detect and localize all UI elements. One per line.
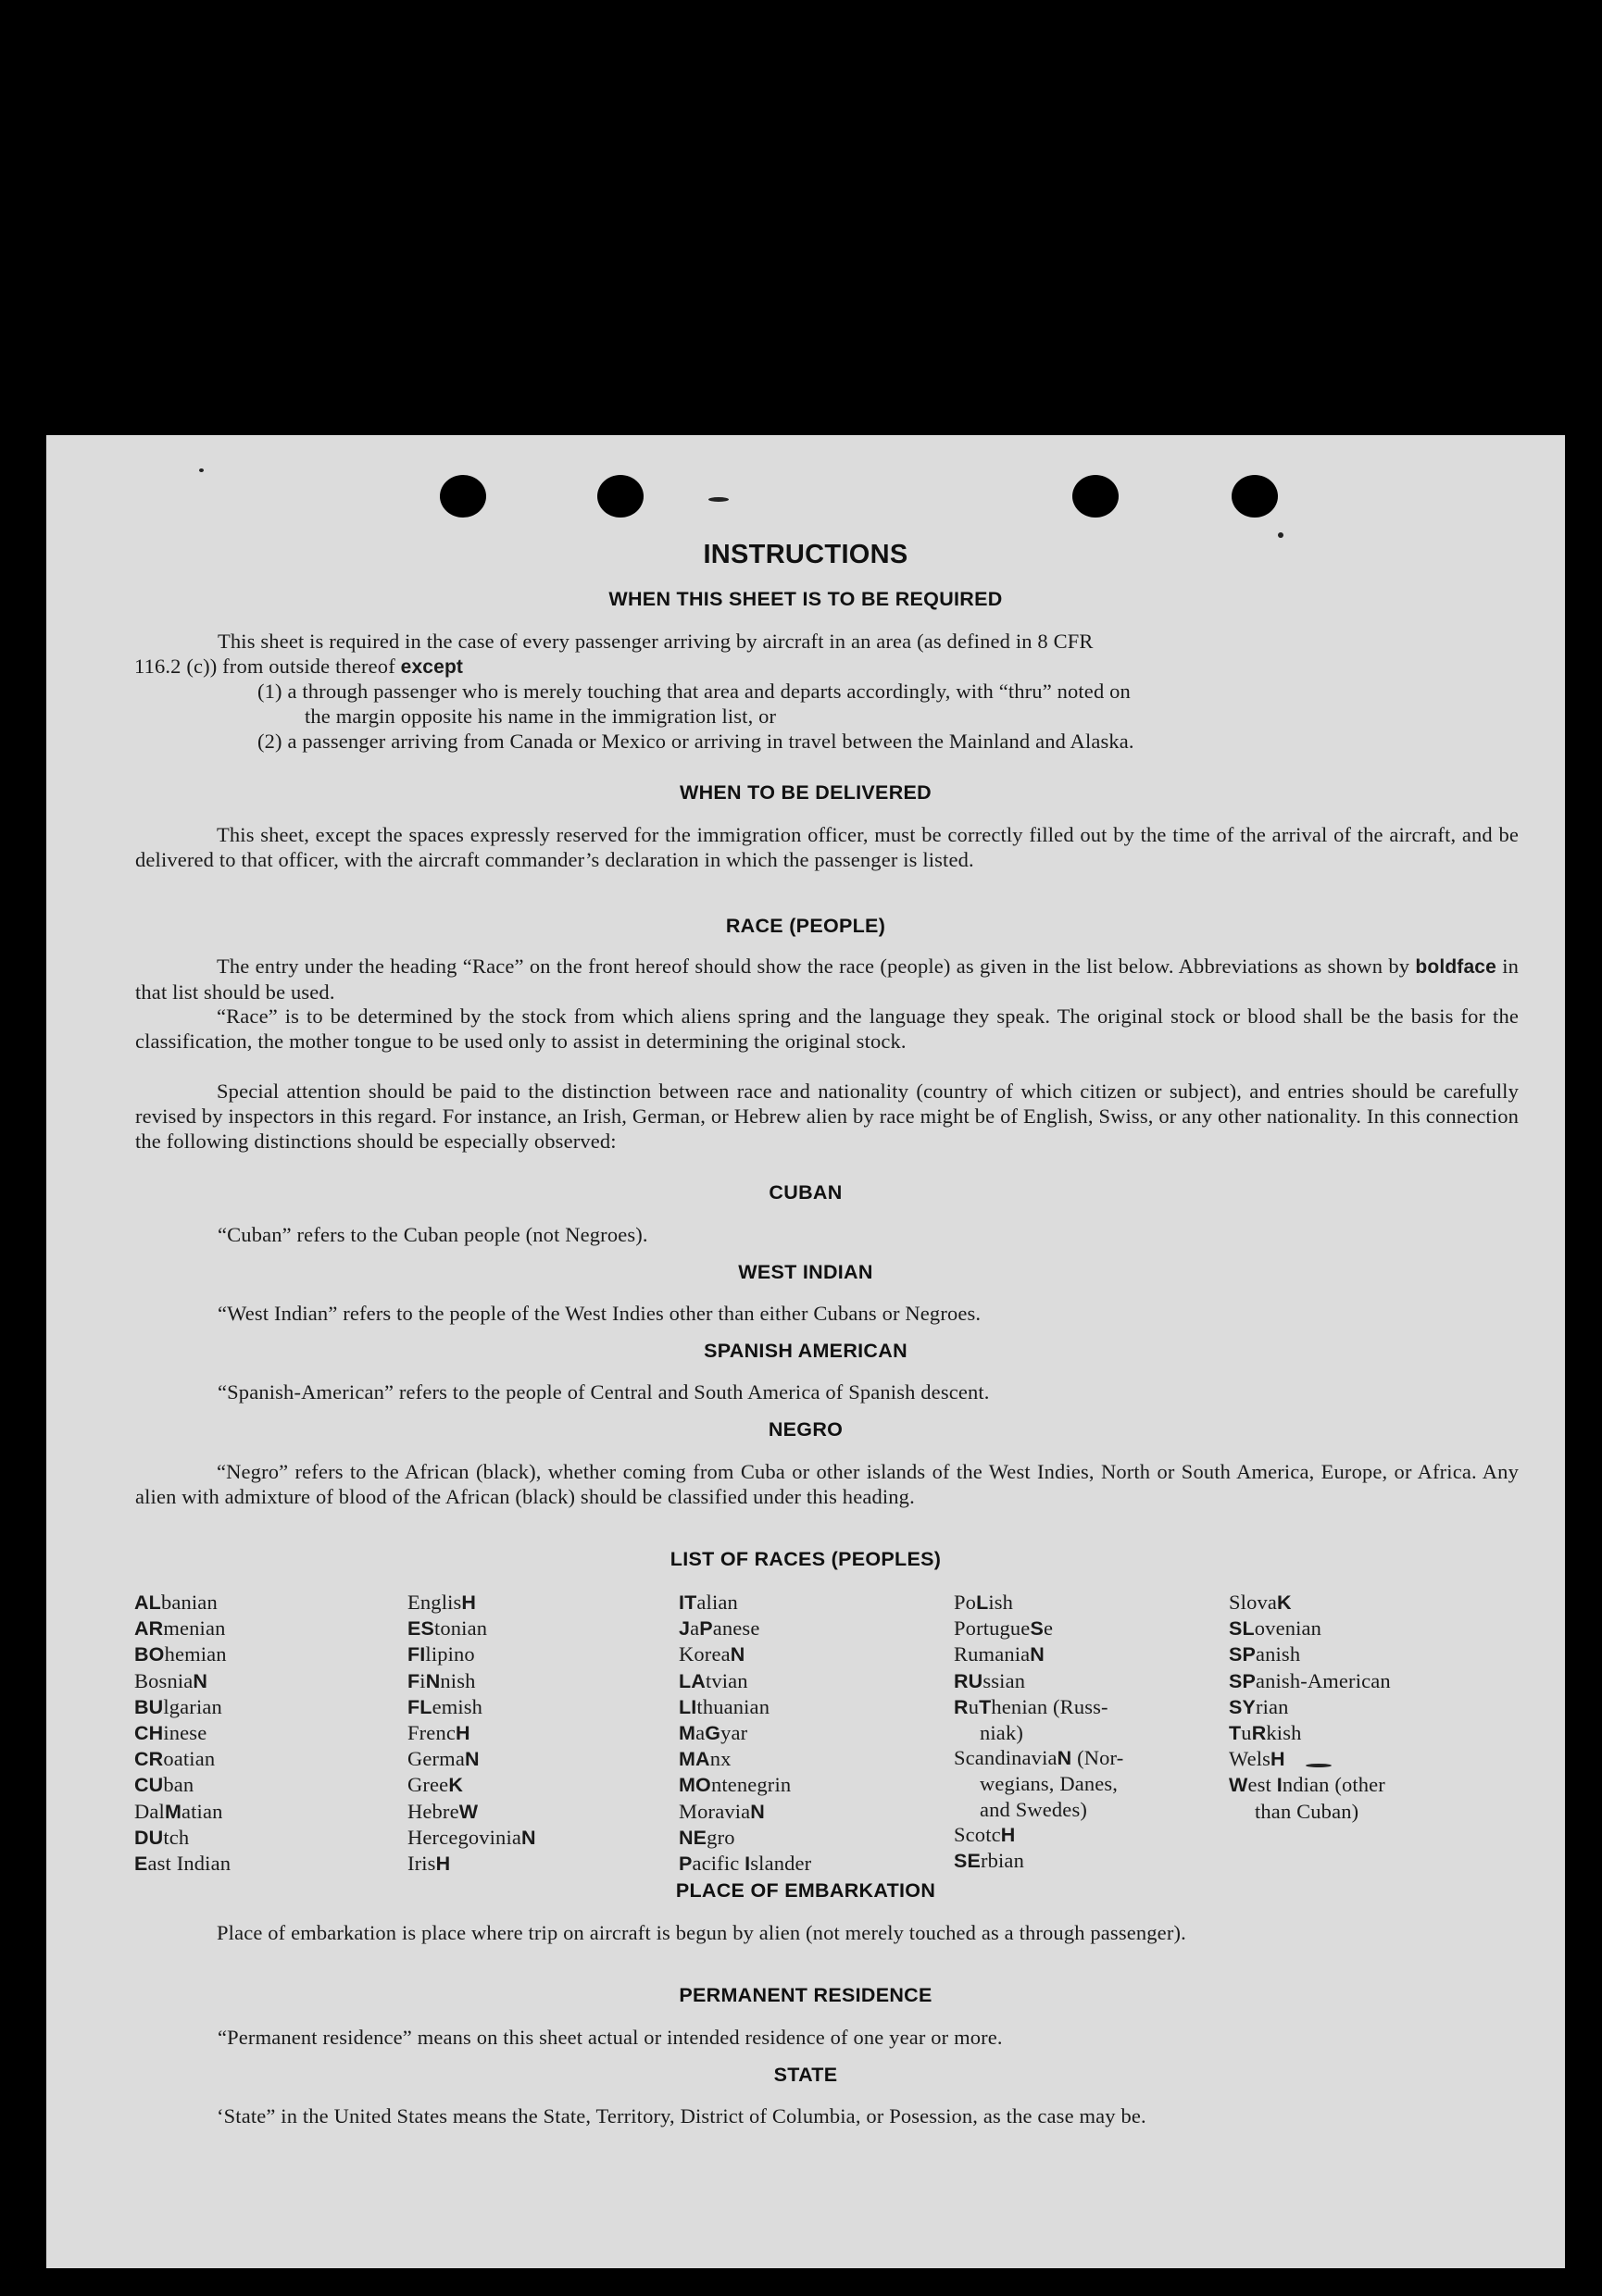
race-list-item bbox=[134, 1616, 231, 1641]
race-abbreviation: M bbox=[679, 1722, 696, 1745]
race-abbreviation: E bbox=[134, 1853, 148, 1876]
race-text: emish bbox=[432, 1694, 483, 1718]
race-text: anish bbox=[1255, 1642, 1301, 1666]
race-list-item bbox=[954, 1590, 1123, 1616]
race-text: Frenc bbox=[407, 1721, 456, 1745]
race-list-item bbox=[407, 1746, 536, 1772]
race-abbreviation: J bbox=[679, 1617, 691, 1641]
race-list-item bbox=[679, 1720, 811, 1746]
race-list-item bbox=[1229, 1641, 1391, 1667]
race-text: Moravia bbox=[679, 1799, 751, 1823]
race-abbreviation: I bbox=[745, 1853, 751, 1876]
race-abbreviation: K bbox=[448, 1774, 464, 1797]
race-list-item bbox=[954, 1771, 1123, 1796]
when-delivered-text: This sheet, except the spaces expressly reserved for the immigration officer, must be correctly filled out by the time of the arrival of the aircraft, and be delivered to that officer, with the aircraft commander’s declaration in which the passenger is listed. bbox=[135, 823, 1519, 871]
race-text: hemian bbox=[164, 1642, 227, 1666]
race-text: Wels bbox=[1229, 1747, 1271, 1771]
race-list-item bbox=[134, 1641, 231, 1667]
race-text: Englis bbox=[407, 1591, 462, 1614]
heading-when-delivered: WHEN TO BE DELIVERED bbox=[680, 781, 932, 804]
race-list-item bbox=[954, 1720, 1123, 1745]
race-abbreviation: IT bbox=[679, 1591, 697, 1614]
race-text: ast Indian bbox=[147, 1852, 232, 1876]
race-list-item bbox=[679, 1641, 811, 1667]
race-text: Dal bbox=[134, 1799, 165, 1823]
race-text: est bbox=[1247, 1773, 1277, 1797]
race-text: Slova bbox=[1229, 1591, 1278, 1614]
races-column-1 bbox=[134, 1590, 231, 1877]
race-text: u bbox=[1241, 1721, 1252, 1745]
race-abbreviation: FL bbox=[407, 1695, 432, 1718]
race-list-item bbox=[1229, 1746, 1391, 1772]
race-text: Portugue bbox=[954, 1616, 1031, 1641]
race-abbreviation: AR bbox=[134, 1617, 164, 1641]
race-list-item bbox=[407, 1851, 536, 1877]
race-list-item bbox=[407, 1694, 536, 1720]
race-list-item bbox=[407, 1590, 536, 1616]
race-abbreviation: T bbox=[979, 1695, 992, 1718]
race-text: gro bbox=[707, 1825, 735, 1849]
punch-hole bbox=[1072, 475, 1119, 518]
race-text: alian bbox=[696, 1591, 738, 1614]
race-abbreviation: L bbox=[976, 1591, 989, 1614]
paper-speck bbox=[1278, 532, 1283, 538]
race-list-item bbox=[954, 1694, 1123, 1720]
race-text: u bbox=[968, 1694, 980, 1718]
race-abbreviation: R bbox=[1251, 1722, 1267, 1745]
race-text: slander bbox=[750, 1852, 812, 1876]
race-text: Hercegovinia bbox=[407, 1825, 521, 1849]
race-abbreviation: CR bbox=[134, 1748, 164, 1771]
race-text: lipino bbox=[425, 1642, 475, 1666]
heading-embarkation: PLACE OF EMBARKATION bbox=[675, 1879, 936, 1902]
race-list-item bbox=[134, 1668, 231, 1694]
race-text: inese bbox=[163, 1721, 207, 1745]
race-text: Iris bbox=[407, 1852, 436, 1876]
race-text: Bosnia bbox=[134, 1668, 194, 1692]
when-required-intro-cont: 116.2 (c)) from outside thereof except bbox=[134, 655, 464, 678]
race-abbreviation: H bbox=[461, 1591, 477, 1614]
race-text: ovenian bbox=[1254, 1616, 1322, 1641]
race-text: anish-American bbox=[1255, 1668, 1391, 1692]
race-abbreviation: SL bbox=[1229, 1617, 1255, 1641]
race-text: ish bbox=[988, 1591, 1014, 1614]
heading-list-of-races: LIST OF RACES (PEOPLES) bbox=[670, 1548, 942, 1570]
race-abbreviation: F bbox=[407, 1669, 420, 1692]
heading-negro: NEGRO bbox=[768, 1418, 844, 1441]
race-paragraph-1: The entry under the heading “Race” on the front hereof should show the race (people) as given in the list below. Abbreviations as shown by boldface in that list should be used. bbox=[135, 955, 1520, 1004]
race-abbreviation: H bbox=[1000, 1823, 1016, 1846]
heading-when-required: WHEN THIS SHEET IS TO BE REQUIRED bbox=[608, 588, 1003, 610]
race-text: e bbox=[1043, 1616, 1054, 1641]
when-required-item-1-cont: the margin opposite his name in the immigration list, or bbox=[305, 705, 777, 728]
race-text: Gree bbox=[407, 1773, 449, 1797]
race-list-item bbox=[679, 1825, 811, 1851]
race-text: Scotc bbox=[954, 1822, 1001, 1846]
race-list-item bbox=[1229, 1694, 1391, 1720]
race-list-item bbox=[407, 1641, 536, 1667]
races-column-5 bbox=[1229, 1590, 1391, 1824]
races-column-4 bbox=[954, 1590, 1123, 1874]
race-text: ntenegrin bbox=[710, 1773, 792, 1797]
race-text: ssian bbox=[982, 1668, 1026, 1692]
race-text: tch bbox=[163, 1825, 190, 1849]
race-list-item bbox=[954, 1668, 1123, 1694]
race-abbreviation: N bbox=[425, 1669, 441, 1692]
race-abbreviation: N bbox=[521, 1826, 536, 1849]
spanish-american-text: “Spanish-American” refers to the people of Central and South America of Spanish descent. bbox=[218, 1380, 990, 1404]
race-text: a bbox=[695, 1721, 706, 1745]
race-list-item bbox=[407, 1720, 536, 1746]
race-text: Rumania bbox=[954, 1642, 1031, 1666]
race-text: kish bbox=[1266, 1721, 1302, 1745]
heading-cuban: CUBAN bbox=[769, 1181, 843, 1204]
race-text: niak) bbox=[980, 1721, 1023, 1745]
race-text: ban bbox=[163, 1773, 194, 1797]
race-abbreviation: H bbox=[455, 1722, 470, 1745]
heading-spanish-american: SPANISH AMERICAN bbox=[704, 1340, 907, 1362]
race-text: i bbox=[419, 1668, 426, 1692]
race-abbreviation: M bbox=[164, 1800, 181, 1823]
race-list-item bbox=[954, 1822, 1123, 1848]
race-abbreviation: H bbox=[435, 1853, 451, 1876]
race-list-item bbox=[407, 1799, 536, 1825]
race-list-item bbox=[954, 1797, 1123, 1822]
race-text: nish bbox=[440, 1668, 476, 1692]
race-abbreviation: I bbox=[1276, 1774, 1283, 1797]
race-abbreviation: N bbox=[1057, 1747, 1072, 1770]
race-text: oatian bbox=[163, 1747, 216, 1771]
race-list-item bbox=[407, 1825, 536, 1851]
paper-speck bbox=[708, 497, 729, 502]
race-abbreviation: MA bbox=[679, 1748, 710, 1771]
race-text: tonian bbox=[433, 1616, 488, 1641]
when-required-item-2: (2) a passenger arriving from Canada or Mexico or arriving in travel between the Mainland and Alaska. bbox=[257, 730, 1134, 753]
state-text: ‘State” in the United States means the State, Territory, District of Columbia, or Posession, as the case may be. bbox=[217, 2104, 1146, 2128]
race-abbreviation: SP bbox=[1229, 1669, 1256, 1692]
race-list-item bbox=[134, 1590, 231, 1616]
race-text: and Swedes) bbox=[980, 1797, 1087, 1821]
race-abbreviation: SE bbox=[954, 1850, 981, 1873]
race-abbreviation: NE bbox=[679, 1826, 707, 1849]
race-abbreviation: S bbox=[1030, 1617, 1044, 1641]
race-abbreviation: AL bbox=[134, 1591, 161, 1614]
race-abbreviation: LI bbox=[679, 1695, 697, 1718]
race-list-item bbox=[1229, 1772, 1391, 1798]
race-text: tvian bbox=[705, 1668, 748, 1692]
race-abbreviation: N bbox=[464, 1748, 480, 1771]
race-abbreviation: DU bbox=[134, 1826, 164, 1849]
race-abbreviation: N bbox=[193, 1669, 208, 1692]
race-list-item bbox=[134, 1694, 231, 1720]
race-abbreviation: CH bbox=[134, 1722, 164, 1745]
race-abbreviation: BO bbox=[134, 1643, 165, 1666]
race-abbreviation: CU bbox=[134, 1774, 164, 1797]
race-list-item bbox=[679, 1616, 811, 1641]
paper-speck bbox=[199, 468, 204, 472]
heading-state: STATE bbox=[773, 2064, 838, 2086]
race-abbreviation: H bbox=[1270, 1748, 1285, 1771]
heading-permanent-residence: PERMANENT RESIDENCE bbox=[679, 1984, 932, 2006]
when-required-intro: This sheet is required in the case of every passenger arriving by aircraft in an area (as defined in 8 CFR bbox=[218, 630, 1094, 653]
race-list-item bbox=[679, 1694, 811, 1720]
race-list-item bbox=[134, 1851, 231, 1877]
race-text: Scandinavia bbox=[954, 1746, 1058, 1770]
race-list-item bbox=[1229, 1590, 1391, 1616]
race-list-item bbox=[407, 1772, 536, 1798]
races-column-3 bbox=[679, 1590, 811, 1877]
race-abbreviation: SY bbox=[1229, 1695, 1256, 1718]
race-text: rbian bbox=[980, 1849, 1024, 1873]
race-list-item bbox=[407, 1616, 536, 1641]
race-list-item bbox=[1229, 1616, 1391, 1641]
race-abbreviation: K bbox=[1277, 1591, 1292, 1614]
west-indian-text: “West Indian” refers to the people of the West Indies other than either Cubans or Negroes. bbox=[218, 1302, 982, 1325]
race-text: acific bbox=[692, 1852, 745, 1876]
race-list-item bbox=[679, 1590, 811, 1616]
race-text: atian bbox=[181, 1799, 223, 1823]
heading-west-indian: WEST INDIAN bbox=[738, 1261, 873, 1283]
race-abbreviation: N bbox=[750, 1800, 765, 1823]
race-abbreviation: ES bbox=[407, 1617, 434, 1641]
race-abbreviation: RU bbox=[954, 1669, 983, 1692]
race-list-item bbox=[679, 1799, 811, 1825]
race-abbreviation: FI bbox=[407, 1643, 426, 1666]
negro-text: “Negro” refers to the African (black), whether coming from Cuba or other islands of the West Indies, North or South America, Europe, or Africa. Any alien with admixture of blood of the African (black) should be classified under this heading. bbox=[135, 1460, 1519, 1508]
punch-hole bbox=[597, 475, 644, 518]
race-abbreviation: LA bbox=[679, 1669, 706, 1692]
race-abbreviation: W bbox=[1229, 1774, 1248, 1797]
race-text: than Cuban) bbox=[1255, 1799, 1359, 1823]
embarkation-text: Place of embarkation is place where trip on aircraft is begun by alien (not merely touched as a through passenger). bbox=[217, 1921, 1186, 1944]
race-text: ndian (other bbox=[1282, 1773, 1385, 1797]
race-abbreviation: R bbox=[954, 1695, 969, 1718]
race-list-item bbox=[1229, 1799, 1391, 1824]
race-text: Korea bbox=[679, 1642, 731, 1666]
race-text: Po bbox=[954, 1591, 977, 1614]
race-text: menian bbox=[163, 1616, 226, 1641]
race-list-item bbox=[1229, 1720, 1391, 1746]
race-list-item bbox=[954, 1745, 1123, 1771]
race-abbreviation: N bbox=[1030, 1643, 1045, 1666]
race-abbreviation: MO bbox=[679, 1774, 711, 1797]
permanent-residence-text: “Permanent residence” means on this sheet actual or intended residence of one year or more. bbox=[218, 2026, 1003, 2049]
race-text: Germa bbox=[407, 1747, 465, 1771]
race-list-item bbox=[954, 1848, 1123, 1874]
race-list-item bbox=[134, 1825, 231, 1851]
race-text: henian (Russ- bbox=[991, 1694, 1108, 1718]
punch-hole bbox=[440, 475, 486, 518]
race-paragraph-2: “Race” is to be determined by the stock from which aliens spring and the language they speak. The original stock or blood shall be the basis for the classification, the mother tongue to be used only to assist in determining the original stock. bbox=[135, 1004, 1519, 1053]
page-title: INSTRUCTIONS bbox=[703, 540, 908, 569]
race-abbreviation: P bbox=[679, 1853, 693, 1876]
races-column-2 bbox=[407, 1590, 536, 1877]
punch-hole bbox=[1232, 475, 1278, 518]
race-abbreviation: T bbox=[1229, 1722, 1242, 1745]
race-list-item bbox=[134, 1772, 231, 1798]
race-list-item bbox=[679, 1668, 811, 1694]
race-list-item bbox=[679, 1772, 811, 1798]
race-abbreviation: N bbox=[730, 1643, 745, 1666]
race-text: rian bbox=[1255, 1694, 1289, 1718]
cuban-text: “Cuban” refers to the Cuban people (not Negroes). bbox=[218, 1223, 648, 1246]
race-list-item bbox=[134, 1799, 231, 1825]
race-list-item bbox=[134, 1746, 231, 1772]
race-text: a bbox=[690, 1616, 700, 1641]
race-text: anese bbox=[712, 1616, 760, 1641]
race-abbreviation: P bbox=[699, 1617, 713, 1641]
document-sheet bbox=[46, 435, 1565, 2268]
race-text: nx bbox=[709, 1747, 732, 1771]
race-abbreviation: W bbox=[458, 1800, 479, 1823]
race-text: lgarian bbox=[163, 1694, 222, 1718]
heading-race: RACE (PEOPLE) bbox=[725, 915, 886, 937]
race-abbreviation: SP bbox=[1229, 1643, 1256, 1666]
race-text: banian bbox=[160, 1591, 218, 1614]
race-text: (Nor- bbox=[1071, 1746, 1124, 1770]
when-required-item-1: (1) a through passenger who is merely touching that area and departs accordingly, with “thru” noted on bbox=[257, 680, 1131, 703]
race-text: wegians, Danes, bbox=[980, 1772, 1119, 1796]
race-list-item bbox=[954, 1641, 1123, 1667]
race-list-item bbox=[407, 1668, 536, 1694]
race-list-item bbox=[679, 1851, 811, 1877]
race-list-item bbox=[134, 1720, 231, 1746]
race-paragraph-3: Special attention should be paid to the distinction between race and nationality (country of which citizen or subject), and entries should be carefully revised by inspectors in this regard. For instance, an Irish, German, or Hebrew alien by race might be of English, Swiss, or any other nationality. In this connection the following distinctions should be especially observed: bbox=[135, 1079, 1519, 1153]
race-list-item bbox=[954, 1616, 1123, 1641]
race-list-item bbox=[1229, 1668, 1391, 1694]
race-text: yar bbox=[720, 1721, 748, 1745]
race-list-item bbox=[679, 1746, 811, 1772]
race-abbreviation: G bbox=[705, 1722, 721, 1745]
race-text: thuanian bbox=[696, 1694, 770, 1718]
race-abbreviation: BU bbox=[134, 1695, 164, 1718]
race-text: Hebre bbox=[407, 1799, 459, 1823]
